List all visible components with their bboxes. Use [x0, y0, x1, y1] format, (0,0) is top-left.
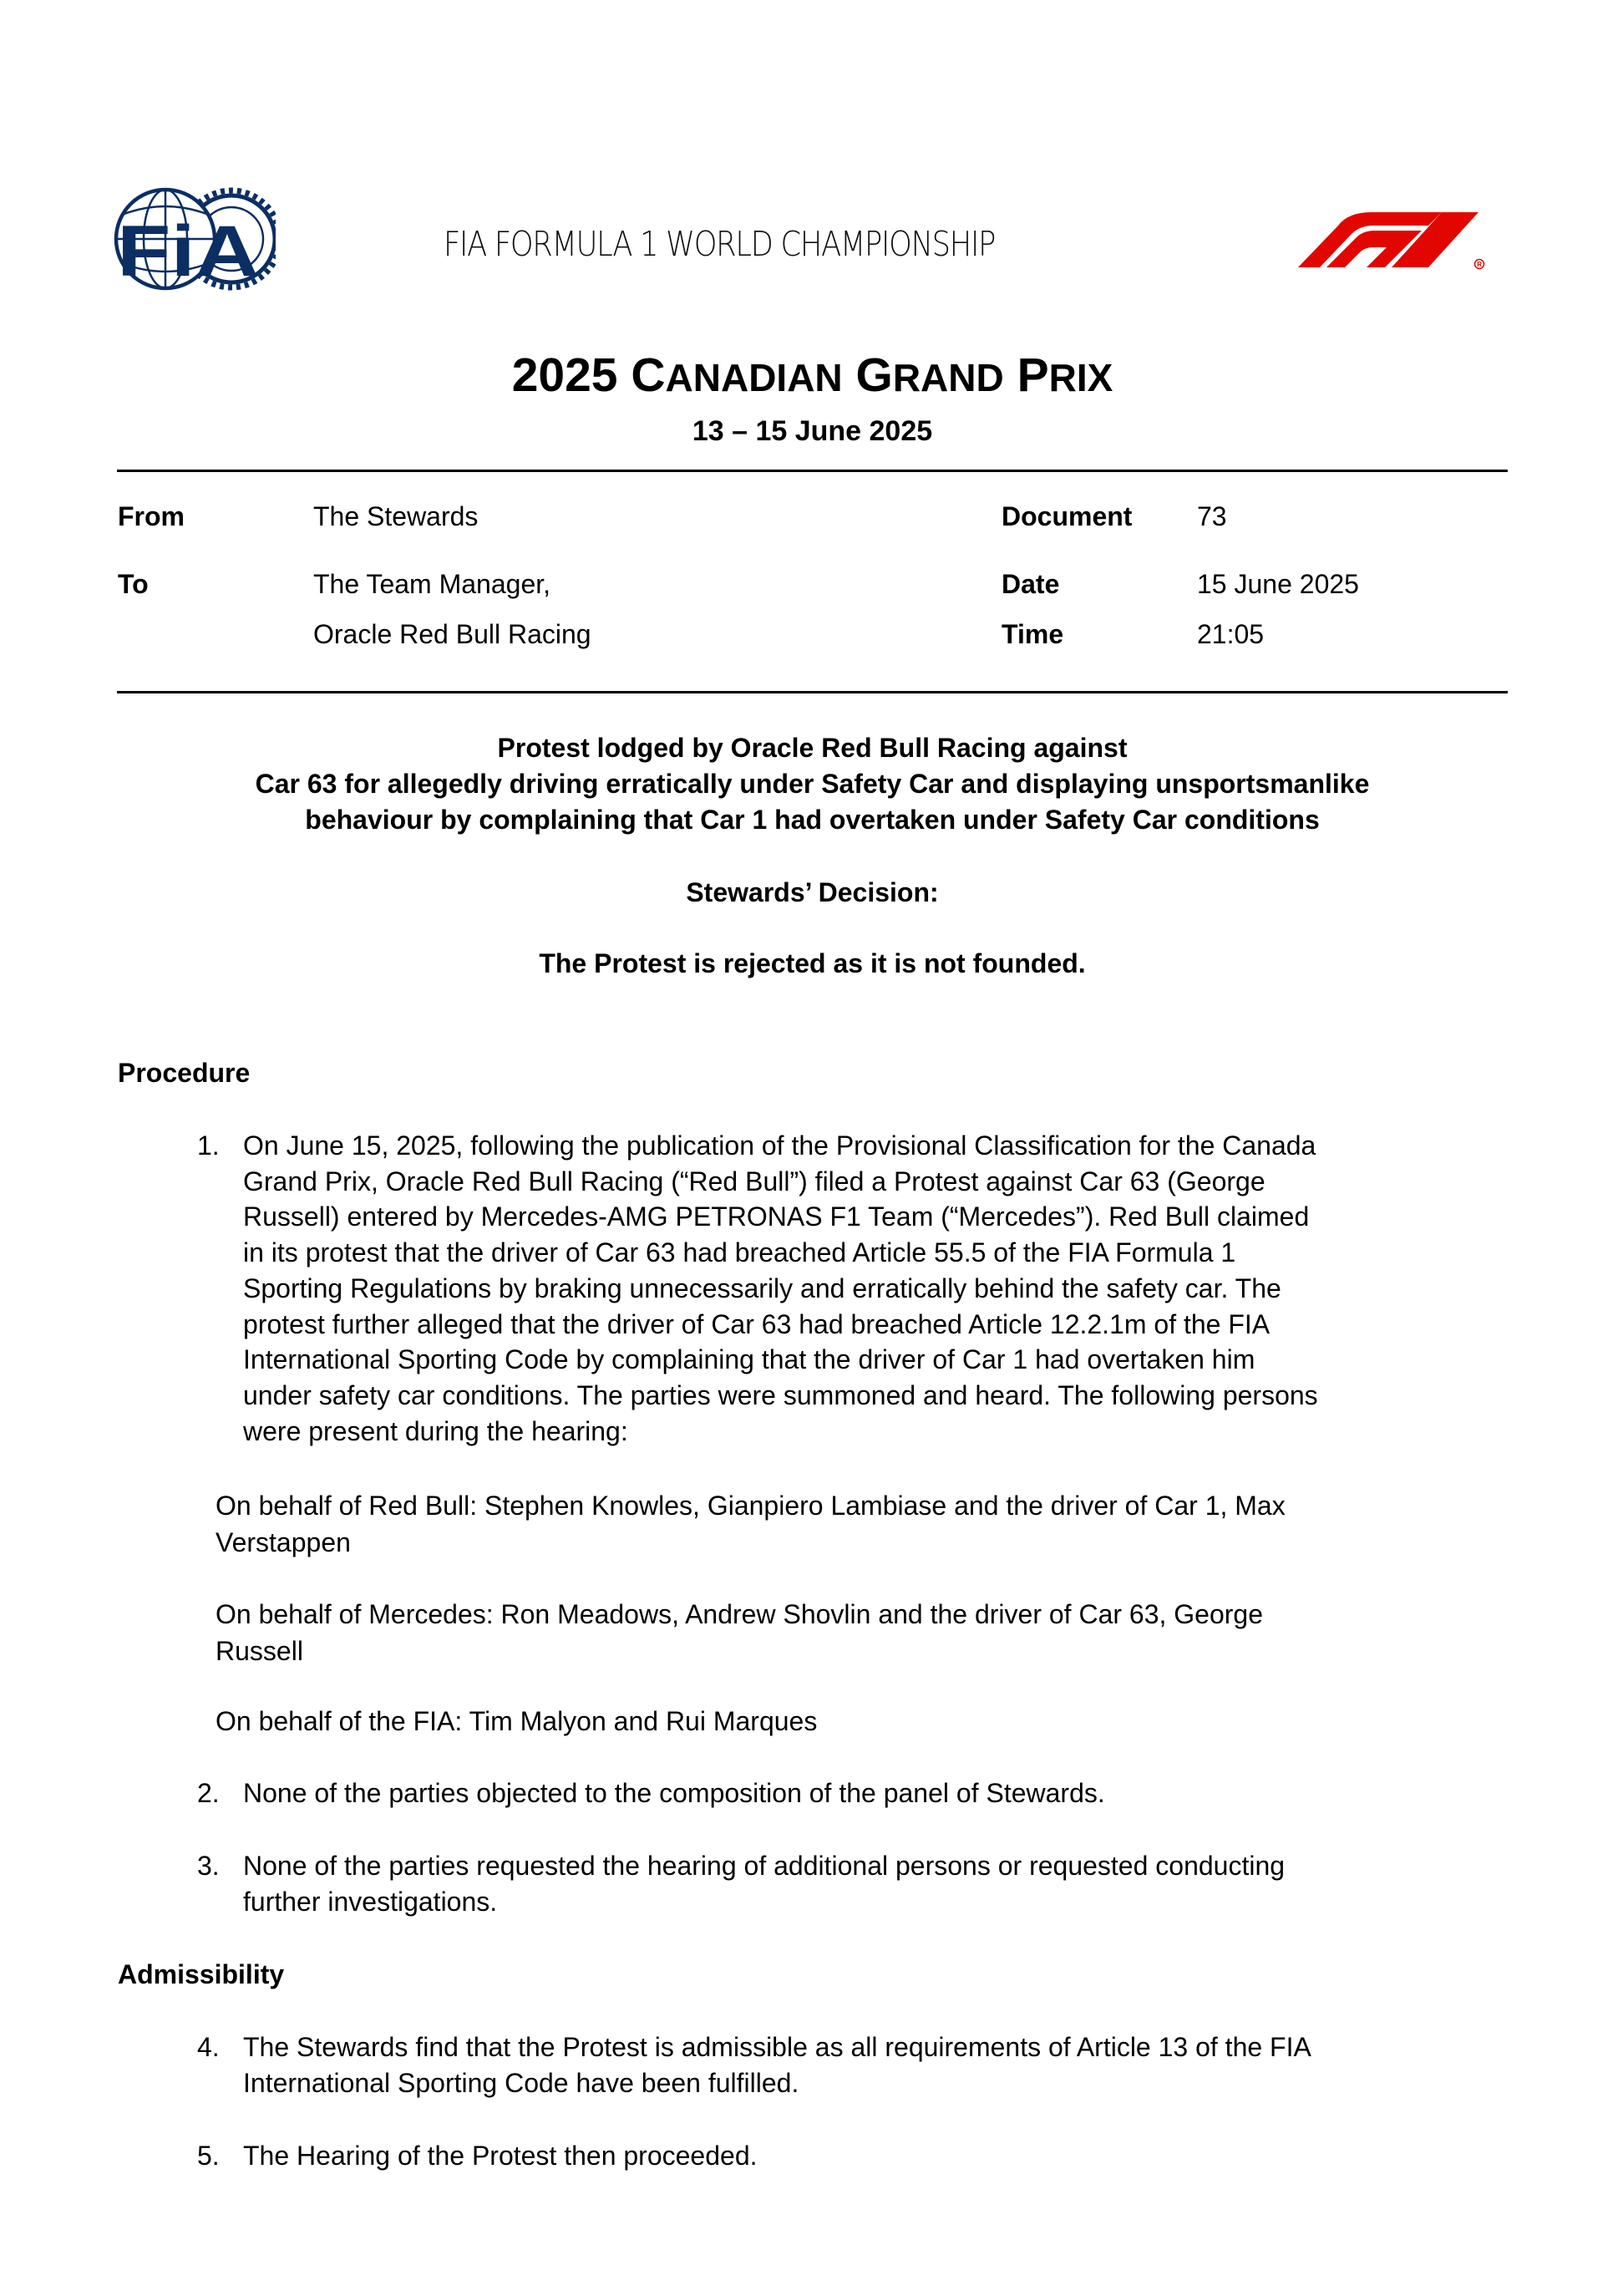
- item-1-line: were present during the hearing:: [243, 1415, 628, 1446]
- to-value-line1: The Team Manager,: [313, 569, 551, 599]
- item-1-line: in its protest that the driver of Car 63 had breached Article 55.5 of the FIA Formula 1: [243, 1237, 1236, 1268]
- item-5-text: The Hearing of the Protest then proceeded.: [243, 2141, 758, 2171]
- event-title-word: GRAND: [855, 348, 1004, 402]
- item-4-line: The Stewards find that the Protest is admissible as all requirements of Article 13 of the FIA: [243, 2032, 1311, 2062]
- item-5-number: 5.: [197, 2141, 220, 2171]
- to-label: To: [118, 569, 149, 599]
- decision-text: The Protest is rejected as it is not founded.: [539, 948, 1086, 978]
- item-3-line: further investigations.: [243, 1887, 498, 1917]
- item-4-line: International Sporting Code have been fulfilled.: [243, 2068, 799, 2098]
- event-title: [117, 348, 1508, 405]
- item-3-number: 3.: [197, 1851, 220, 1881]
- item-1-text: [243, 1128, 1318, 1449]
- item-1-line: protest further alleged that the driver of Car 63 had breached Article 12.2.1m of the FIA: [243, 1308, 1271, 1339]
- top-divider: [117, 470, 1508, 472]
- item-2-text: None of the parties objected to the composition of the panel of Stewards.: [243, 1778, 1105, 1808]
- event-title-word: PRIX: [1017, 348, 1113, 402]
- attendees-mercedes: [216, 1596, 1263, 1669]
- item-1-line: Grand Prix, Oracle Red Bull Racing (“Red Bull”) filed a Protest against Car 63 (George: [243, 1166, 1265, 1196]
- event-dates: 13 – 15 June 2025: [692, 415, 933, 447]
- fia-logo: [114, 185, 276, 292]
- item-1-line: On June 15, 2025, following the publication of the Provisional Classification for the Canada: [243, 1130, 1316, 1161]
- document-label: Document: [1002, 501, 1133, 531]
- event-title-word: CANADIAN: [631, 348, 843, 402]
- date-value: 15 June 2025: [1197, 569, 1359, 599]
- time-value: 21:05: [1197, 619, 1265, 649]
- from-value: The Stewards: [313, 501, 479, 531]
- to-value-line2: Oracle Red Bull Racing: [313, 619, 591, 649]
- subject-line-3: behaviour by complaining that Car 1 had overtaken under Safety Car conditions: [305, 805, 1320, 835]
- subject-line-2: Car 63 for allegedly driving erratically under Safety Car and displaying unsportsmanlike: [255, 769, 1370, 799]
- admissibility-heading: Admissibility: [118, 1959, 285, 1989]
- attendees-mercedes-line: Russell: [216, 1636, 303, 1666]
- item-1-line: Sporting Regulations by braking unnecessarily and erratically behind the safety car. The: [243, 1272, 1281, 1303]
- from-label: From: [118, 501, 185, 531]
- attendees-mercedes-line: On behalf of Mercedes: Ron Meadows, Andrew Shovlin and the driver of Car 63, George: [216, 1599, 1264, 1629]
- attendees-fia: On behalf of the FIA: Tim Malyon and Rui Marques: [216, 1706, 818, 1736]
- date-label: Date: [1002, 569, 1060, 599]
- attendees-red-bull: [216, 1487, 1286, 1561]
- item-4-text: [243, 2029, 1311, 2101]
- item-4-number: 4.: [197, 2032, 220, 2062]
- f1-logo-icon: [1280, 207, 1514, 274]
- procedure-heading: Procedure: [118, 1058, 251, 1088]
- svg-text:R: R: [1477, 261, 1483, 268]
- fia-logo-icon: [114, 185, 276, 292]
- attendees-red-bull-line: Verstappen: [216, 1527, 351, 1557]
- item-1-line: International Sporting Code by complaining that the driver of Car 1 had overtaken him: [243, 1344, 1255, 1375]
- attendees-red-bull-line: On behalf of Red Bull: Stephen Knowles, Gianpiero Lambiase and the driver of Car 1, Max: [216, 1491, 1286, 1521]
- item-2-number: 2.: [197, 1778, 220, 1808]
- event-title-year: 2025: [511, 348, 618, 402]
- fia-logo-lettering: FiA: [117, 211, 259, 292]
- f1-logo: [1280, 207, 1514, 274]
- time-label: Time: [1002, 619, 1064, 649]
- decision-heading: Stewards’ Decision:: [686, 877, 939, 907]
- bottom-divider: [117, 691, 1508, 693]
- item-3-line: None of the parties requested the hearing of additional persons or requested conducting: [243, 1851, 1286, 1881]
- item-1-number: 1.: [197, 1130, 220, 1161]
- document-value: 73: [1197, 501, 1227, 531]
- subject-line-1: Protest lodged by Oracle Red Bull Racing against: [497, 733, 1128, 763]
- item-1-line: under safety car conditions. The parties were summoned and heard. The following persons: [243, 1379, 1318, 1410]
- championship-title: FIA FORMULA 1 WORLD CHAMPIONSHIP: [444, 224, 996, 264]
- item-1-line: Russell) entered by Mercedes-AMG PETRONAS F1 Team (“Mercedes”). Red Bull claimed: [243, 1201, 1310, 1232]
- item-3-text: [243, 1848, 1285, 1920]
